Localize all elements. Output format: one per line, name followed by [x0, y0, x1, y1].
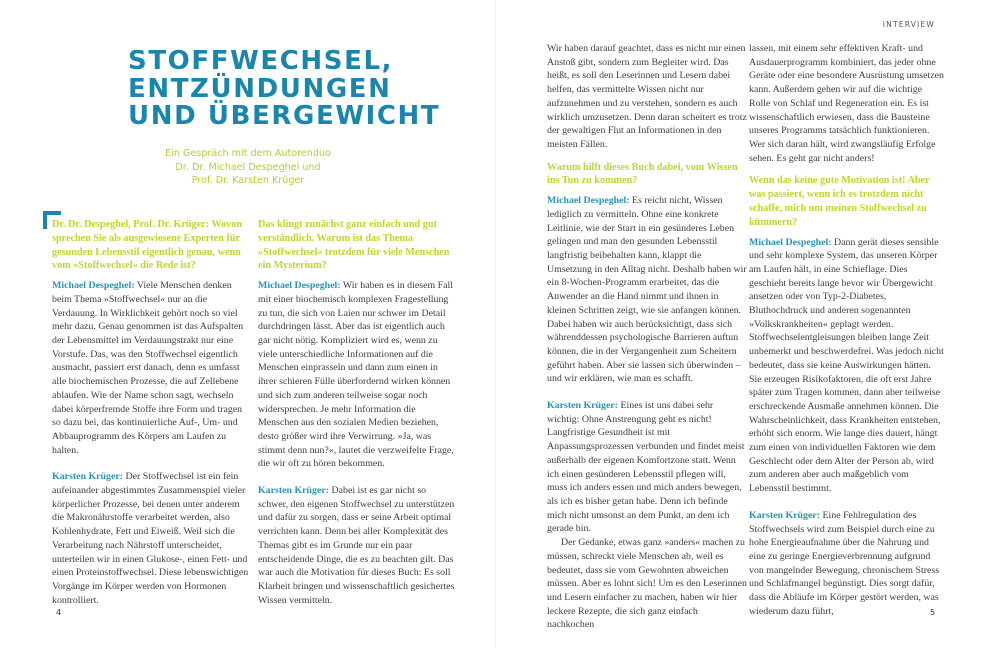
speaker-name: Karsten Krüger:: [749, 509, 821, 521]
speaker-name: Michael Despeghel:: [52, 280, 135, 292]
answer-text: Es reicht nicht, Wissen lediglich zu vermitteln. Ohne eine konkrete Leitlinie, wie der Start in ein gesünderes Leben gelingen und man den gesunden Lebensstil langfristig beibehalten kann, klappt die Umsetzung in den Alltag nicht. Deshalb haben wir ein 8-Wochen-Programm erarbeitet, das die Anwender an die Hand nimmt und ihnen in kleinen Schritten zeigt, wie sie anfangen können. Dabei haben wir auch berücksichtigt, dass sich währenddessen psychologische Barrieren auftun können, die in der Vergangenheit zum Scheitern geführt haben. Aber sie lassen sich überwinden – und wir erklären, wie man es schafft.: [547, 195, 747, 385]
speaker-name: Michael Despeghel:: [749, 236, 832, 248]
page-number-right: 5: [930, 608, 936, 617]
column-2: [258, 218, 458, 607]
answer-text: Der Stoffwechsel ist ein fein aufeinander abgestimmtes Zusammenspiel vieler körperlicher Prozesse, bei denen unter anderem die Makronährstoffe verarbeitet werden, also Kohlenhydrate, Fett und Eiweiß. Weil sich die Verarbeitung nach Nährstoff unterscheidet, unterteilen wir in einen Glukose-, einen Fett- und einen Proteinstoffwechsel. Diese lebenswichtigen Vorgänge im Körper werden von Hormonen kontrolliert.: [52, 471, 249, 606]
answer-paragraph: [258, 279, 458, 471]
title-line: ENTZÜNDUNGEN: [128, 73, 392, 104]
interview-question: Dr. Dr. Despeghel, Prof. Dr. Krüger: Wovon sprechen Sie als ausgewiesene Experten für gesunden Lebensstil eigentlich genau, wenn vom »Stoffwechsel« die Rede ist?: [52, 219, 243, 272]
interview-question: Das klingt zunächst ganz einfach und gut verständlich. Warum ist das Thema »Stoffwechsel« trotzdem für viele Menschen ein Mysterium?: [258, 219, 450, 272]
answer-text: Eine Fehlregulation des Stoffwechsels wird zum Beispiel durch eine zu hohe Energieaufnahme über die Nahrung und eine zu geringe Energieverbrennung aufgrund von mangelnder Bewegung, chronischem Stress und Schlafmangel begünstigt. Dies sorgt dafür, dass die Abläufe im Körper gestört werden, was wiederum dazu führt,: [749, 509, 940, 617]
answer-paragraph: [258, 484, 458, 607]
answer-paragraph: [547, 399, 747, 536]
speaker-name: Karsten Krüger:: [258, 485, 330, 497]
answer-paragraph: lassen, mit einem sehr effektiven Kraft- und Ausdauerprogramm kombiniert, das jeder ohne Geräte oder eine besondere Ausrüstung umsetzen kann. Außerdem gehen wir auf die wichtige Rolle von Schlaf und Regeneration ein. Es ist wissenschaftlich erwiesen, dass die Bausteine unseres Programms tatsächlich funktionieren. Wer sich daran hält, wird zwangsläufig Erfolge sehen. Es geht gar nicht anders!: [749, 43, 944, 164]
column-3: [547, 42, 747, 632]
subtitle-line: Ein Gespräch mit dem Autorenduo: [165, 148, 331, 159]
answer-text: Wir haben es in diesem Fall mit einer biochemisch komplexen Fragestellung zu tun, die sich von Laien nur schwer im Detail durchdringen lässt. Aber das ist eigentlich auch gar nicht nötig. Kompliziert wird es, wenn zu viele unterschiedliche Informationen auf die Menschen einprasseln und dann zum einen in ihrer schieren Fülle überfordernd wirken können und sich zum anderen teilweise sogar noch widersprechen. Je mehr Information die Menschen aus den sozialen Medien beziehen, desto größer wird ihre Verwirrung. »Ja, was stimmt denn nun?«, lautet die verzweifelte Frage, die wir oft zu hören bekommen.: [258, 280, 454, 470]
answer-paragraph: [52, 279, 249, 457]
subtitle-line: Dr. Dr. Michael Despeghel und: [175, 161, 321, 173]
interview-question: Warum hilft dieses Buch dabei, vom Wissen ins Tun zu kommen?: [547, 161, 738, 187]
subtitle-line: Prof. Dr. Karsten Krüger: [191, 175, 305, 186]
page-right: [496, 0, 991, 648]
answer-paragraph: [749, 509, 945, 619]
interview-question: Wenn das keine gute Motivation ist! Aber was passiert, wenn ich es trotzdem nicht schaffe, mich um meinen Stoffwechsel zu kümmern?: [749, 175, 930, 228]
speaker-name: Michael Despeghel:: [547, 195, 630, 207]
answer-paragraph: Wir haben darauf geachtet, dass es nicht nur einen Anstoß gibt, sondern zum Begleiter wird. Das heißt, es soll den Leserinnen und Lesern dabei helfen, das vermittelte Wissen nicht nur aufzunehmen und zu verstehen, sondern es auch wirklich umzusetzen. Denn daran scheitert es trotz der gewaltigen Flut an Informationen in den meisten Fällen.: [547, 43, 747, 150]
answer-text: Dann gerät dieses sensible und sehr komplexe System, das unseren Körper am Laufen hält, in eine Schieflage. Dies geschieht bereits lange bevor wir Übergewicht ansetzen oder von Typ-2-Diabetes, Bluthochdruck und anderen sogenannten »Volkskrankheiten« geplagt werden. Stoffwechselentgleisungen bleiben lange Zeit unbemerkt und beschwerdefrei. Was jedoch nicht bedeutet, dass sie keine Auswirkungen hätten. Sie erzeugen Risikofaktoren, die oft erst Jahre später zum Tragen kommen, dann aber teilweise erschreckende Ausmaße annehmen können. Die Wahrscheinlichkeit, dass Krankheiten entstehen, erhöht sich enorm. Wie lange dies dauert, hängt zum einen von individuellen Faktoren wie dem Geschlecht oder dem Alter der Person ab, wird zum anderen aber auch maßgeblich vom Lebensstil bestimmt.: [749, 236, 944, 495]
answer-text: Dabei ist es gar nicht so schwer, den eigenen Stoffwechsel zu unterstützen und dafür zu sorgen, dass er seine Arbeit optimal verrichten kann. Denn bei aller Komplexität des Themas gibt es im Grunde nur ein paar entscheidende Dinge, die es zu beachten gilt. Das war auch die Motivation für dieses Buch: Es soll Klarheit bringen und wissenschaftlich gesichertes Wissen vermitteln.: [258, 485, 455, 606]
title-line: STOFFWECHSEL,: [128, 46, 394, 76]
column-4: [749, 42, 945, 619]
answer-paragraph: [749, 236, 945, 496]
column-1: [52, 218, 249, 607]
article-title: [128, 46, 441, 131]
answer-paragraph: Der Gedanke, etwas ganz »anders« machen zu müssen, schreckt viele Menschen ab, weil es bedeutet, dass sie vom Gewohnten abweichen müssen. Aber es lohnt sich! Um es den Leserinnen und Lesern einfacher zu machen, haben wir hier leckere Rezepte, die sich ganz einfach nachkochen: [547, 537, 747, 631]
page-number-left: 4: [56, 608, 62, 617]
running-head: INTERVIEW: [882, 20, 935, 29]
title-line: UND ÜBERGEWICHT: [128, 101, 441, 131]
speaker-name: Karsten Krüger:: [52, 471, 124, 483]
answer-text: Viele Menschen denken beim Thema »Stoffwechsel« nur an die Verdauung. In Wirklichkeit gehört noch so viel mehr dazu. Genau genommen ist das Aufspalten der Lebensmittel im Verdauungstrakt nur eine Vorstufe. Das, was den Stoffwechsel eigentlich ausmacht, passiert erst danach, denn es umfasst alle biochemischen Prozesse, die auf Zellebene ablaufen. Wie der Name schon sagt, wechseln dabei körperfremde Stoffe ihre Form und tragen so dazu bei, das kontinuierliche Auf-, Um- und Abbauprogramm des Körpers am Laufen zu halten.: [52, 280, 244, 456]
answer-text: Eines ist uns dabei sehr wichtig: Ohne Anstrengung geht es nicht! Langfristige Gesundheit ist mit Anpassungsprozessen verbunden und findet meist außerhalb der eigenen Komfortzone statt. Wenn ich einen gesünderen Lebensstil pflegen will, muss ich anders essen und mich anders bewegen, als ich es bisher getan habe. Denn ich befinde mich nicht umsonst an dem Punkt, an dem ich gerade bin.: [547, 400, 745, 535]
article-subtitle: [128, 147, 368, 188]
page-left: [0, 0, 495, 648]
speaker-name: Michael Despeghel:: [258, 280, 341, 292]
speaker-name: Karsten Krüger:: [547, 400, 619, 412]
answer-paragraph: [52, 470, 249, 607]
answer-paragraph: [547, 194, 747, 386]
